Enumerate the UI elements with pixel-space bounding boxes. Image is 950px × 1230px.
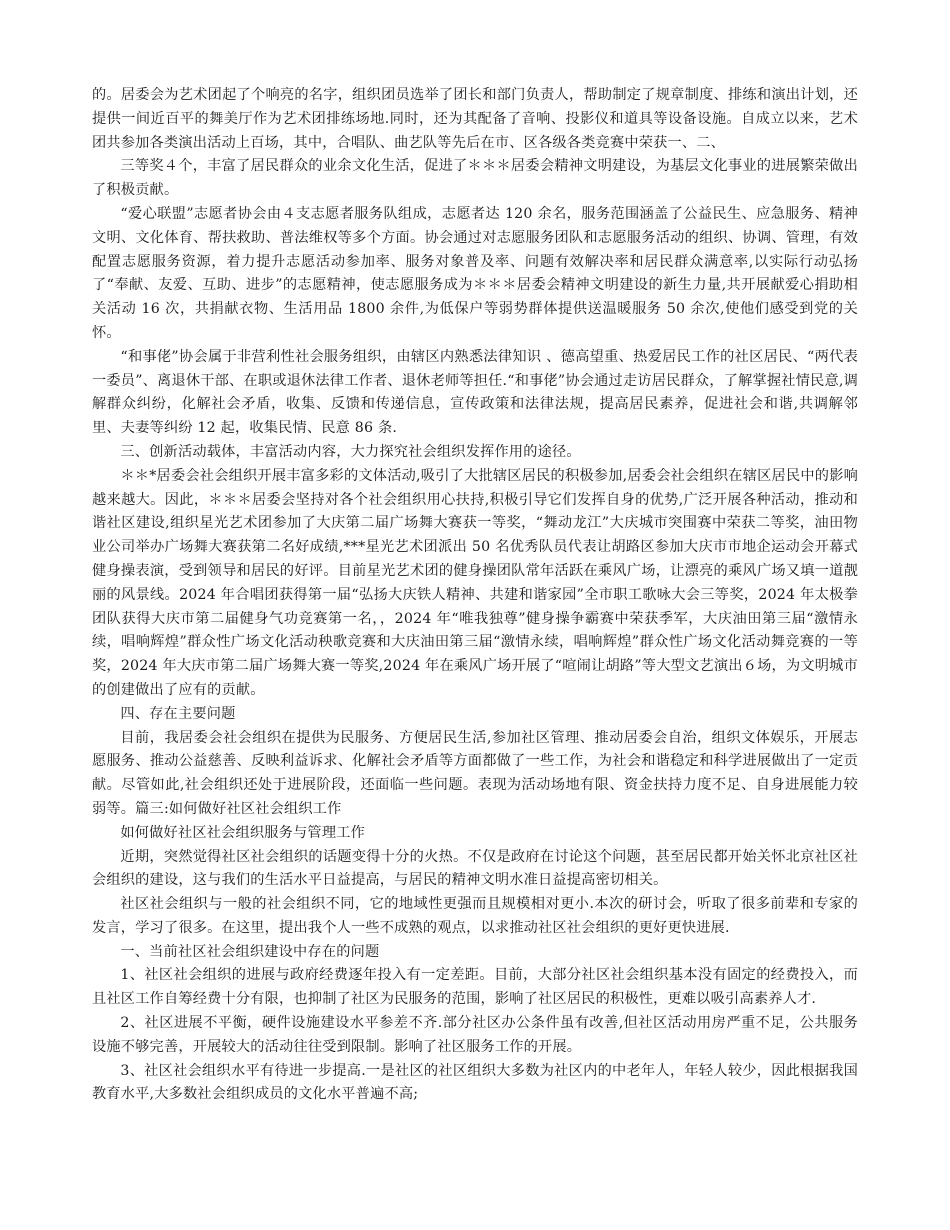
paragraph-issue-3: 3、社区社会组织水平有待进一步提高.一是社区的社区组织大多数为社区内的中老年人，年轻人较少，因此根据我国教育水平,大多数社会组织成员的文化水平普遍不高; [92, 1062, 858, 1103]
paragraph-intro: 近期，突然觉得社区社会组织的话题变得十分的火热。不仅是政府在讨论这个问题，甚至居民都开始关怀北京社区社会组织的建设，这与我们的生活水平日益提高，与居民的精神文明水准日益提高密切相关。 [92, 848, 858, 889]
section-heading-issues: 一、当前社区社会组织建设中存在的问题 [120, 943, 380, 960]
paragraph-issue-1: 1、社区社会组织的进展与政府经费逐年投入有一定差距。目前，大部分社区社会组织基本没有固定的经费投入，而且社区工作自筹经费十分有限，也抑制了社区为民服务的范围，影响了社区居民的积极性，更难以吸引高素养人才. [92, 967, 858, 1008]
section-heading-4: 四、存在主要问题 [120, 705, 236, 722]
paragraph-1: 的。居委会为艺术团起了个响亮的名字，组织团员选举了团长和部门负责人，帮助制定了规章制度、排练和演出计划，还提供一间近百平的舞美厅作为艺术团排练场地.同时，还为其配备了音响、投影仪和道具等设备设施。自成立以来，艺术团共参加各类演出活动上百场，其中，合唱队、曲艺队等先后在市、区各级各类竞赛中荣获一、二、 [92, 87, 858, 151]
paragraph-peacemaker-association: “和事佬”协会属于非营利性社会服务组织，由辖区内熟悉法律知识 、德高望重、热爱居民工作的社区居民、“两代表一委员”、离退休干部、在职或退休法律工作者、退休老师等担任.“和事佬”协会通过走访居民群众，了解掌握社情民意,调解群众纠纷，化解社会矛盾，收集、反馈和传递信息，宣传政策和法律法规，提高居民素养，促进社会和谐,共调解邻里、夫妻等纠纷 12 起，收集民情、民意 86 条. [92, 348, 858, 437]
paragraph-seminar: 社区社会组织与一般的社会组织不同，它的地域性更强而且规模相对更小.本次的研讨会，听取了很多前辈和专家的发言，学习了很多。在这里，提出我个人一些不成熟的观点，以求推动社区社会组织的更好更快进展. [92, 896, 858, 936]
paragraph-volunteer-association: “爱心联盟”志愿者协会由４支志愿者服务队组成，志愿者达 120 余名，服务范围涵盖了公益民生、应急服务、精神文明、文化体育、帮扶救助、普法维权等多个方面。协会通过对志愿服务团队和志愿服务活动的组织、协调、管理，有效配置志愿服务资源，着力提升志愿活动参加率、服务对象普及率、问题有效解决率和居民群众满意率,以实际行动弘扬了“奉献、友爱、互助、进步”的志愿精神，使志愿服务成为＊＊＊居委会精神文明建设的新生力量,共开展献爱心捐助相关活动 16 次，共捐献衣物、生活用品 1800 余件,为低保户等弱势群体提供送温暖服务 50 余次,使他们感受到党的关怀。 [92, 205, 858, 341]
paragraph-2: 三等奖４个，丰富了居民群众的业余文化生活，促进了＊＊＊居委会精神文明建设，为基层文化事业的进展繁荣做出了积极贡献。 [92, 158, 858, 199]
paragraph-issue-2: 2、社区进展不平衡，硬件设施建设水平参差不齐.部分社区办公条件虽有改善,但社区活动用房严重不足，公共服务设施不够完善，开展较大的活动往往受到限制。影响了社区服务工作的开展。 [92, 1015, 858, 1055]
paragraph-activities: ＊＊*居委会社会组织开展丰富多彩的文体活动,吸引了大批辖区居民的积极参加,居委会社会组织在辖区居民中的影响越来越大。因此，＊＊＊居委会坚持对各个社会组织用心扶持,积极引导它们发挥自身的优势,广泛开展各种活动，推动和谐社区建设,组织星光艺术团参加了大庆第二届广场舞大赛获一等奖，“舞动龙江”大庆城市突围赛中荣获二等奖，油田物业公司举办广场舞大赛获第二名好成绩,***星光艺术团派出 50 名优秀队员代表让胡路区参加大庆市市地企运动会开幕式健身操表演，受到领导和居民的好评。目前星光艺术团的健身操团队常年活跃在乘风广场，让漂亮的乘风广场又填一道靓丽的风景线。2024 年合唱团获得第一届“弘扬大庆铁人精神、共建和谐家园”全市职工歌咏大会三等奖，2024 年太极拳团队获得大庆市第二届健身气功竞赛第一名，，2024 年“唯我独尊”健身操争霸赛中荣获季军，大庆油田第三届“激情永续，唱响辉煌”群众性广场文化活动秧歌竞赛和大庆油田第三届“激情永续，唱响辉煌”群众性广场文化活动舞竞赛的一等奖，2024 年大庆市第二届广场舞大赛一等奖,2024 年在乘风广场开展了“喧闹让胡路”等大型文艺演出６场，为文明城市的创建做出了应有的贡献。 [92, 467, 858, 698]
section-heading-3: 三、创新活动载体，丰富活动内容，大力探究社会组织发挥作用的途径。 [120, 443, 581, 460]
article-title: 如何做好社区社会组织服务与管理工作 [120, 824, 365, 841]
paragraph-problems: 目前，我居委会社会组织在提供为民服务、方便居民生活,参加社区管理、推动居委会自治，组织文体娱乐，开展志愿服务、推动公益慈善、反映利益诉求、化解社会矛盾等方面都做了一些工作，为社会和谐稳定和科学进展做出了一定贡献。尽管如此,社会组织还处于进展阶段，还面临一些问题。表现为活动场地有限、资金扶持力度不足、自身进展能力较弱等。篇三:如何做好社区社会组织工作 [92, 729, 858, 817]
